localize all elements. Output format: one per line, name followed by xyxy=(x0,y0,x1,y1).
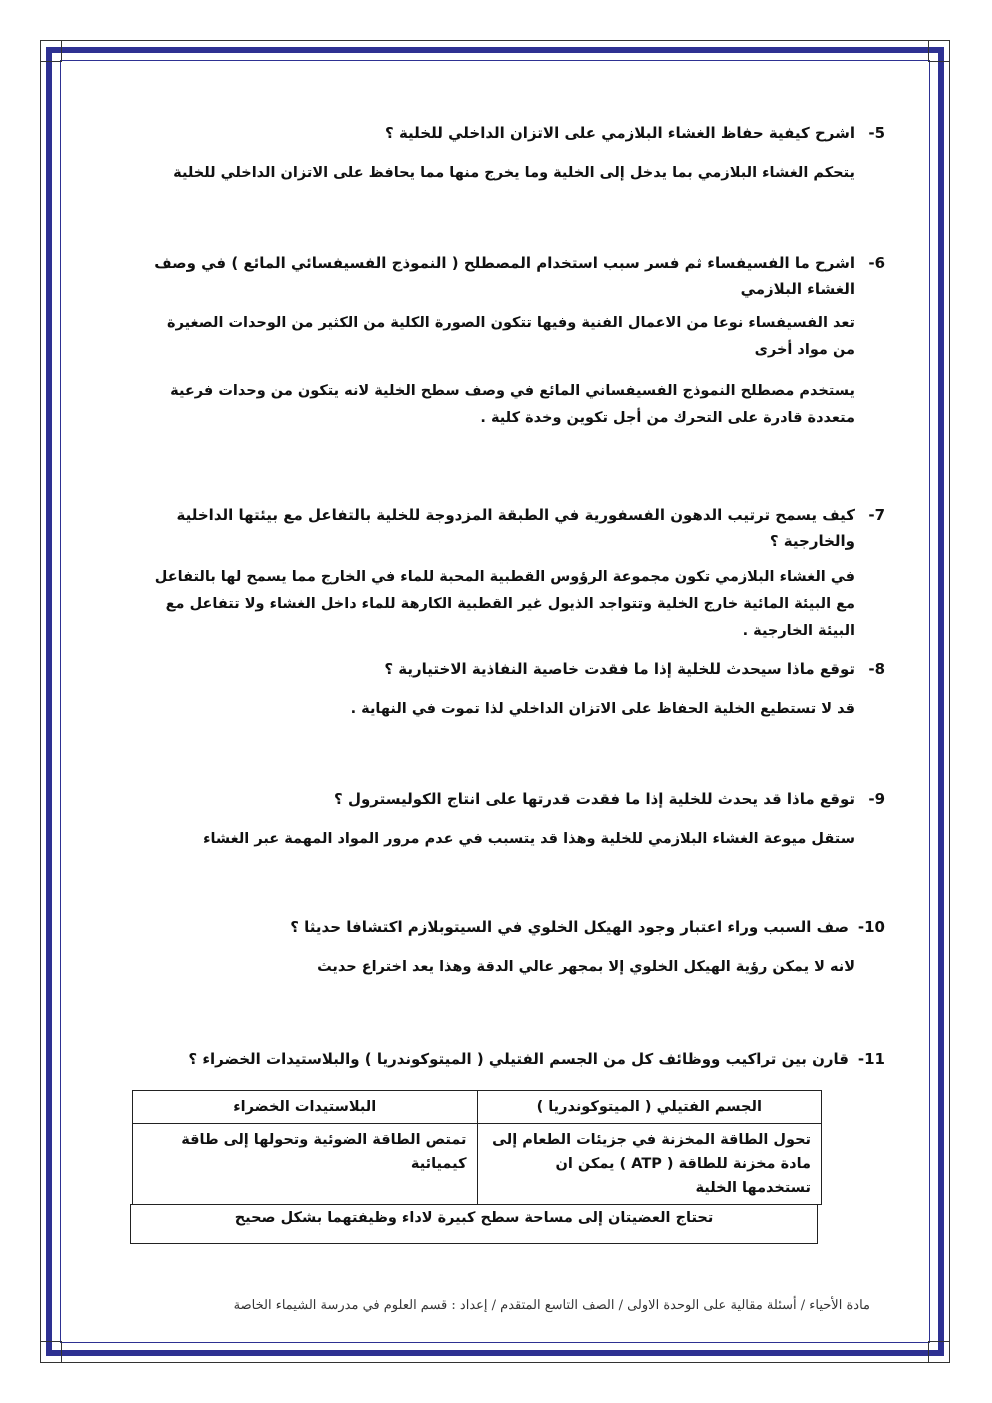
question-block-9 xyxy=(140,786,885,867)
page-footer: مادة الأحياء / أسئلة مقالية على الوحدة الاولى / الصف التاسع المتقدم / إعداد : قسم العلوم في مدرسة الشيماء الخاصة xyxy=(233,1298,870,1313)
question-block-11 xyxy=(140,1046,885,1072)
answer-text: يتحكم الغشاء البلازمي بما يدخل إلى الخلية وما يخرج منها مما يحافظ على الاتزان الداخلي للخلية xyxy=(173,165,855,181)
border-corner xyxy=(40,40,62,62)
question xyxy=(140,786,885,812)
question xyxy=(140,1046,885,1072)
answer-text: ستقل ميوعة الغشاء البلازمي للخلية وهذا قد يتسبب في عدم مرور المواد المهمة عبر الغشاء xyxy=(203,831,855,847)
table-row xyxy=(133,1124,822,1205)
border-corner xyxy=(928,1341,950,1363)
question-text: صف السبب وراء اعتبار وجود الهيكل الخلوي في السيتوبلازم اكتشافا حديثا ؟ xyxy=(290,918,849,936)
table-cell: تحول الطاقة المخزنة في جزيئات الطعام إلى مادة مخزنة للطاقة ( ATP ) يمكن ان تستخدمها الخلية xyxy=(477,1124,822,1205)
border-corner xyxy=(928,40,950,62)
table-header-row xyxy=(133,1091,822,1124)
question-block-7 xyxy=(140,502,885,659)
answer xyxy=(140,826,855,853)
question xyxy=(140,250,885,302)
question-text: توقع ماذا سيحدث للخلية إذا ما فقدت خاصية النفاذية الاختيارية ؟ xyxy=(384,660,855,678)
answer-text: قد لا تستطيع الخلية الحفاظ على الاتزان الداخلي لذا تموت في النهاية . xyxy=(350,701,855,717)
shared-feature-row: تحتاج العضيتان إلى مساحة سطح كبيرة لاداء وظيفتهما بشكل صحيح xyxy=(130,1204,818,1244)
answer xyxy=(140,954,855,981)
question-block-10 xyxy=(140,914,885,995)
answer-text: يستخدم مصطلح النموذج الفسيفساني المائع في وصف سطح الخلية لانه يتكون من وحدات فرعية متعددة قادرة على التحرك من أجل تكوين وخدة كلية . xyxy=(170,383,855,426)
answer xyxy=(140,696,855,723)
table-header-cell: البلاستيدات الخضراء xyxy=(133,1091,478,1124)
question-number: 6- xyxy=(868,254,885,272)
question-block-8 xyxy=(140,656,885,737)
question-number: 10- xyxy=(857,918,885,936)
question xyxy=(140,502,885,554)
question xyxy=(140,914,885,940)
answer xyxy=(140,564,855,645)
question-text: اشرح ما الفسيفساء ثم فسر سبب استخدام المصطلح ( النموذج الفسيفسائي المائع ) في وصف الغشاء البلازمي xyxy=(154,254,855,298)
question xyxy=(140,120,885,146)
table-header-cell: الجسم الفتيلي ( الميتوكوندريا ) xyxy=(477,1091,822,1124)
question-text: توقع ماذا قد يحدث للخلية إذا ما فقدت قدرتها على انتاج الكوليسترول ؟ xyxy=(334,790,855,808)
question-number: 7- xyxy=(868,506,885,524)
border-corner xyxy=(40,1341,62,1363)
comparison-table xyxy=(132,1090,822,1205)
answer-text: تعد الفسيفساء نوعا من الاعمال الفنية وفيها تتكون الصورة الكلية من الكثير من الوحدات الصغيرة من مواد أخرى xyxy=(167,315,855,358)
question-text: كيف يسمح ترتيب الدهون الفسفورية في الطبقة المزدوجة للخلية بالتفاعل مع بيئتها الداخلية والخارجية ؟ xyxy=(176,506,855,550)
question-text: اشرح كيفية حفاظ الغشاء البلازمي على الاتزان الداخلي للخلية ؟ xyxy=(385,124,855,142)
answer xyxy=(140,160,855,187)
answer-text: في الغشاء البلازمي تكون مجموعة الرؤوس القطبية المحبة للماء في الخارج مما يسمح لها بالتفاعل مع البيئة المائية خارج الخلية وتتواجد الذيول غير القطبية الكارهة للماء داخل الغشاء ولا تتفاعل مع البيئة الخارجية . xyxy=(154,569,855,639)
question-number: 11- xyxy=(857,1050,885,1068)
question-number: 5- xyxy=(868,124,885,142)
question-block-6 xyxy=(140,250,885,446)
question-text: قارن بين تراكيب ووظائف كل من الجسم الفتيلي ( الميتوكوندريا ) والبلاستيدات الخضراء ؟ xyxy=(188,1050,849,1068)
question-number: 9- xyxy=(868,790,885,808)
table-cell: تمتص الطاقة الضوئية وتحولها إلى طاقة كيميائية xyxy=(133,1124,478,1205)
answer-text: لانه لا يمكن رؤية الهيكل الخلوي إلا بمجهر عالي الدقة وهذا يعد اختراع حديث xyxy=(317,959,855,975)
question xyxy=(140,656,885,682)
answer xyxy=(140,310,855,432)
question-block-5 xyxy=(140,120,885,201)
question-number: 8- xyxy=(868,660,885,678)
